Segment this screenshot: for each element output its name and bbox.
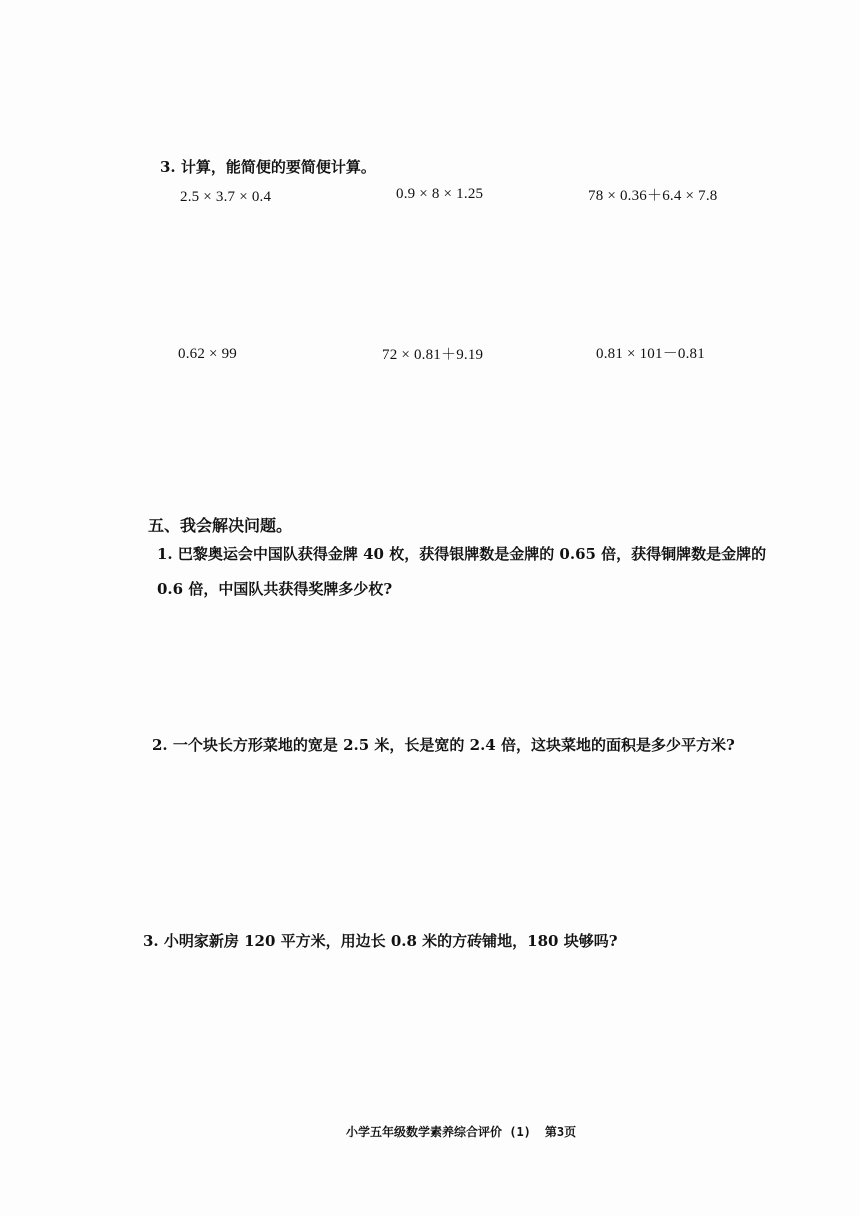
calc-expression-2: 0.9 × 8 × 1.25 (396, 186, 484, 202)
word-problem-2: 2. 一个块长方形菜地的宽是 2.5 米，长是宽的 2.4 倍，这块菜地的面积是多少平方米? (152, 736, 735, 754)
footer-page-number: 第3页 (544, 1125, 577, 1139)
calc-expression-5: 72 × 0.81＋9.19 (382, 347, 484, 363)
footer-title: 小学五年级数学素养综合评价 (1) (346, 1125, 531, 1139)
calc-expression-6: 0.81 × 101－0.81 (596, 346, 705, 362)
page-footer (346, 1123, 576, 1140)
word-problem-3: 3. 小明家新房 120 平方米，用边长 0.8 米的方砖铺地，180 块够吗? (143, 932, 618, 950)
word-problem-1: 1. 巴黎奥运会中国队获得金牌 40 枚，获得银牌数是金牌的 0.65 倍，获得铜牌数是金牌的 0.6 倍，中国队共获得奖牌多少枚? (157, 545, 767, 598)
calc-expression-4: 0.62 × 99 (178, 346, 238, 362)
problem-section-heading: 五、我会解决问题。 (148, 516, 293, 535)
calc-expression-1: 2.5 × 3.7 × 0.4 (180, 189, 272, 205)
calc-section-heading: 3. 计算，能简便的要简便计算。 (160, 158, 376, 176)
calc-expression-3: 78 × 0.36＋6.4 × 7.8 (588, 188, 718, 204)
